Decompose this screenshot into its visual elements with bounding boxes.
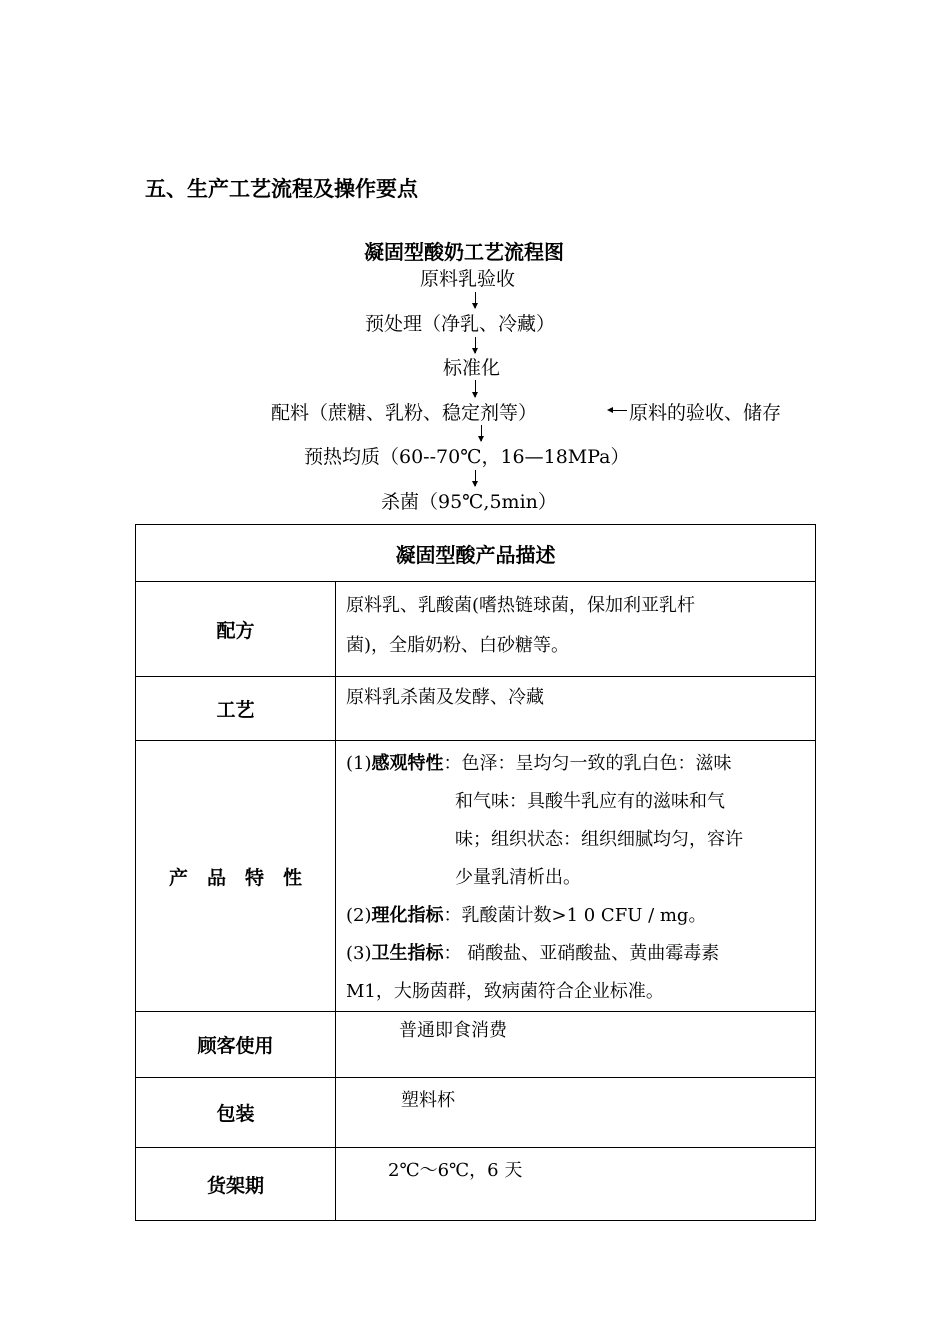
characteristics-value [336,741,816,1012]
characteristics-label: 产 品 特 性 [136,741,336,1012]
flow-arrow-down-icon [475,470,476,486]
table-title-row [136,525,816,582]
flow-step-raw-milk-acceptance: 原料乳验收 [420,268,516,290]
sensory-text: 味；组织状态：组织细腻均匀，容许 [455,829,743,850]
packaging-value: 塑料杯 [336,1078,816,1148]
sensory-number: (1) [346,753,372,774]
physchem-text: ：乳酸菌计数>1 0 CFU / mg。 [443,905,707,926]
table-row-formula [136,582,816,677]
flow-step-ingredients: 配料（蔗糖、乳粉、稳定剂等） [271,402,538,424]
sensory-characteristics [346,745,815,783]
formula-label: 配方 [136,582,336,677]
process-label: 工艺 [136,677,336,741]
table-row-packaging [136,1078,816,1148]
flow-arrow-down-icon [475,337,476,353]
flow-arrow-left-icon [607,410,627,411]
formula-value [336,582,816,677]
customer-use-label: 顾客使用 [136,1012,336,1078]
section-heading: 五、生产工艺流程及操作要点 [145,177,418,201]
flow-arrow-down-icon [481,425,482,441]
formula-line: 菌)，全脂奶粉、白砂糖等。 [346,635,570,656]
flow-step-sterilization: 杀菌（95℃,5min） [381,491,557,513]
table-row-process [136,677,816,741]
sensory-text: 少量乳清析出。 [455,867,581,888]
shelf-life-value: 2℃～6℃，6 天 [336,1148,816,1221]
hygiene-text: M1，大肠茵群，致病菌符合企业标准。 [346,981,664,1002]
packaging-label: 包装 [136,1078,336,1148]
product-description-table [135,524,816,1221]
table-row-characteristics [136,741,816,1012]
table-title: 凝固型酸产品描述 [136,525,816,582]
physchem-name: 理化指标 [371,905,444,926]
table-row-customer-use [136,1012,816,1078]
formula-line: 原料乳、乳酸菌(嗜热链球菌，保加利亚乳杆 [346,595,696,616]
flow-arrow-down-icon [475,380,476,397]
process-value: 原料乳杀菌及发酵、冷藏 [336,677,816,741]
flow-step-standardization: 标准化 [443,357,501,379]
hygiene-name: 卫生指标 [371,943,444,964]
sensory-name: 感观特性 [371,753,444,774]
hygiene-indicators [346,935,815,973]
physicochemical-indicators [346,897,815,935]
hygiene-number: (3) [346,943,372,964]
shelf-life-label: 货架期 [136,1148,336,1221]
sensory-text: 和气味：具酸牛乳应有的滋味和气 [455,791,725,812]
flow-step-pretreatment: 预处理（净乳、冷藏） [365,313,556,335]
flow-arrow-down-icon [475,292,476,308]
sensory-text: ：色泽：呈均匀一致的乳白色：滋味 [443,753,732,774]
flow-step-preheat-homogenize: 预热均质（60--70℃，16—18MPa） [304,446,630,468]
flow-side-raw-material-storage: 原料的验收、储存 [629,402,782,424]
hygiene-text: ： 硝酸盐、亚硝酸盐、黄曲霉毒素 [443,943,720,964]
flowchart-title: 凝固型酸奶工艺流程图 [364,240,564,264]
physchem-number: (2) [346,905,372,926]
customer-use-value: 普通即食消费 [336,1012,816,1078]
table-row-shelf-life [136,1148,816,1221]
